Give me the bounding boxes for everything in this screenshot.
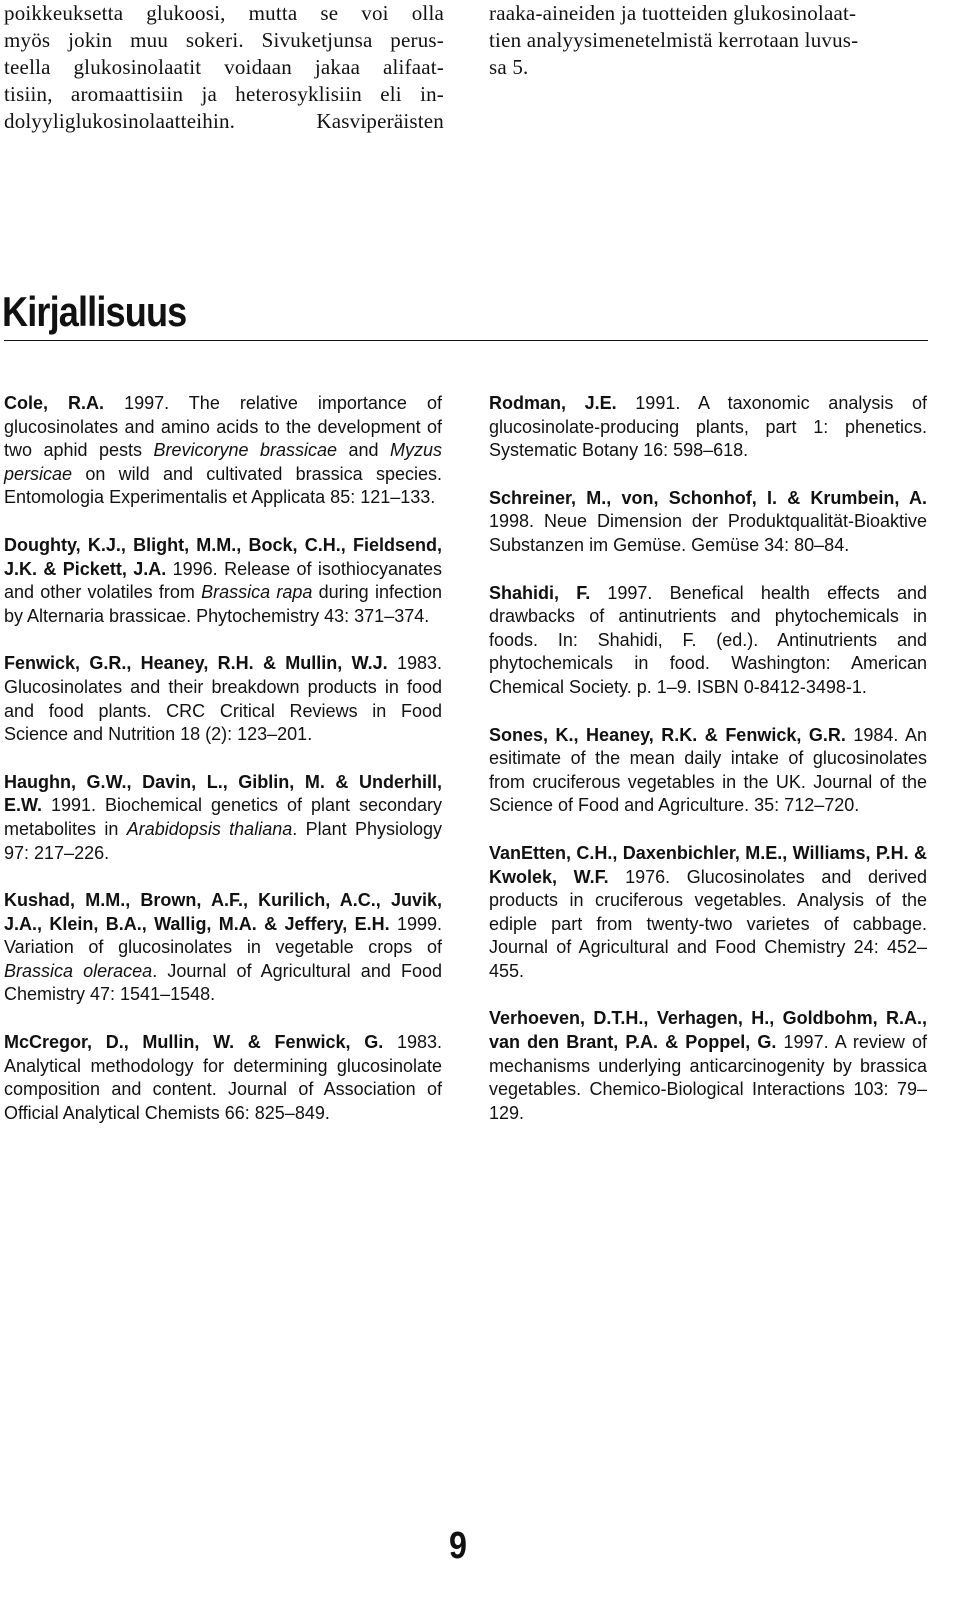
reference-year: 1996. xyxy=(172,558,218,579)
intro-line: teella glukosinolaatit voidaan jakaa alifaat- xyxy=(4,55,444,79)
reference-species-name: Brassica rapa xyxy=(201,582,313,603)
reference-entry xyxy=(489,724,927,818)
reference-text: Neue Dimension der Produktqualität-Bioaktive Substanzen im Gemüse. Gemüse 34: 80–84. xyxy=(489,511,927,555)
section-divider xyxy=(4,340,928,341)
reference-year: 1983. xyxy=(396,1032,442,1053)
reference-year: 1984. xyxy=(853,724,899,745)
reference-text: . Journal of Agricultural and Food Chemistry 47: 1541–1548. xyxy=(4,960,442,1005)
intro-line: raaka-aineiden ja tuotteiden glukosinolaat- xyxy=(489,1,857,25)
reference-text: Biochemical genetics of plant secondary metabolites in xyxy=(4,795,442,839)
reference-year: 1997. xyxy=(783,1032,829,1053)
reference-text: . Plant Physiology 97: 217–226. xyxy=(4,818,443,863)
reference-authors: Sones, K., Heaney, R.K. & Fenwick, G.R. xyxy=(489,724,846,745)
reference-authors: Shahidi, F. xyxy=(489,582,591,603)
intro-line: dolyyliglukosinolaatteihin. Kasviperäisten xyxy=(4,109,444,133)
reference-text: A review of mechanisms underlying anticarcinogenity by brassica vegetables. Chemico-Biological Interactions 103: 79–129. xyxy=(489,1032,927,1123)
reference-authors: Doughty, K.J., Blight, M.M., Bock, C.H., Fieldsend, J.K. & Pickett, J.A. xyxy=(4,534,442,579)
reference-year: 1991. xyxy=(50,795,97,816)
section-heading: Kirjallisuus xyxy=(2,288,187,335)
reference-text: The relative importance of glucosinolates and amino acids to the development of two aphid pests xyxy=(4,393,442,461)
reference-authors: Verhoeven, D.T.H., Verhagen, H., Goldbohm, R.A., van den Brant, P.A. & Poppel, G. xyxy=(489,1008,927,1053)
intro-text-left xyxy=(4,0,444,135)
reference-entry xyxy=(4,392,442,510)
reference-entry xyxy=(489,842,927,984)
intro-line: sa 5. xyxy=(489,55,529,79)
reference-authors: Kushad, M.M., Brown, A.F., Kurilich, A.C., Juvik, J.A., Klein, B.A., Wallig, M.A. & Jeffery, E.H. xyxy=(4,890,442,934)
reference-text: Variation of glucosinolates in vegetable crops of xyxy=(4,937,442,958)
reference-entry xyxy=(489,392,927,463)
reference-text: Benefical health effects and drawbacks of antinutrients and phytochemicals in foods. In: Shahidi, F. (ed.). Antinutrients and phytochemicals in food. Washington: American Chemical Society. p. 1–9. ISBN 0-8412-3498-1. xyxy=(489,582,927,697)
reference-entry xyxy=(489,487,927,558)
reference-year: 1997. xyxy=(124,393,170,413)
reference-text: on wild and cultivated brassica species. Entomologia Experimentalis et Applicata 85: 121–133. xyxy=(4,463,442,508)
reference-text: An esitimate of the mean daily intake of glucosinolates from cruciferous vegetables in the UK. Journal of the Science of Food and Agriculture. 35: 712–720. xyxy=(489,724,927,816)
reference-year: 1983. xyxy=(396,653,442,674)
reference-species-name: Myzus persicae xyxy=(4,440,442,484)
reference-entry xyxy=(4,534,442,628)
reference-entry xyxy=(4,1031,442,1125)
reference-entry xyxy=(4,771,442,865)
reference-text: during infection by Alternaria brassicae. Phytochemistry 43: 371–374. xyxy=(4,582,442,626)
reference-year: 1998. xyxy=(489,511,535,532)
reference-authors: Haughn, G.W., Davin, L., Giblin, M. & Underhill, E.W. xyxy=(4,771,442,816)
reference-species-name: Arabidopsis thaliana xyxy=(126,818,293,839)
reference-authors: VanEtten, C.H., Daxenbichler, M.E., Williams, P.H. & Kwolek, W.F. xyxy=(489,842,927,887)
reference-authors: Cole, R.A. xyxy=(4,393,105,413)
reference-year: 1997. xyxy=(607,582,653,603)
intro-line: poikkeuksetta glukoosi, mutta se voi olla xyxy=(4,1,444,25)
intro-text-right xyxy=(489,0,929,81)
page-number: 9 xyxy=(449,1525,467,1567)
references-left-column xyxy=(4,392,442,1149)
intro-line: tisiin, aromaattisiin ja heterosyklisiin eli in- xyxy=(4,82,444,106)
reference-entry xyxy=(489,1007,927,1125)
reference-text: Analytical methodology for determining glucosinolate composition and content. Journal of Association of Official Analytical Chemists 66: 825–849. xyxy=(4,1055,442,1123)
reference-species-name: Brevicoryne brassicae xyxy=(153,440,338,461)
reference-year: 1991. xyxy=(635,393,681,413)
reference-authors: Fenwick, G.R., Heaney, R.H. & Mullin, W.J. xyxy=(4,653,388,674)
reference-authors: McCregor, D., Mullin, W. & Fenwick, G. xyxy=(4,1032,384,1053)
reference-year: 1976. xyxy=(625,866,671,887)
references-right-column xyxy=(489,392,927,1149)
reference-text: Glucosinolates and their breakdown products in food and food plants. CRC Critical Reviews in Food Science and Nutrition 18 (2): 123–201. xyxy=(4,676,442,745)
reference-authors: Rodman, J.E. xyxy=(489,393,617,413)
reference-text: and xyxy=(337,440,390,461)
intro-line: tien analyysimenetelmistä kerrotaan luvus- xyxy=(489,28,859,52)
reference-text: Glucosinolates and derived products in cruciferous vegetables. Analysis of the ediple part from twenty-two varietes of cabbage. Journal of Agricultural and Food Chemistry 24: 452–455. xyxy=(489,866,927,981)
reference-text: A taxonomic analysis of glucosinolate-producing plants, part 1: phenetics. Systematic Botany 16: 598–618. xyxy=(489,393,927,461)
reference-entry xyxy=(4,652,442,746)
reference-text: Release of isothiocyanates and other volatiles from xyxy=(4,558,442,603)
reference-entry xyxy=(4,889,442,1007)
intro-line: myös jokin muu sokeri. Sivuketjunsa perus- xyxy=(4,28,444,52)
reference-authors: Schreiner, M., von, Schonhof, I. & Krumbein, A. xyxy=(489,487,927,508)
reference-species-name: Brassica oleracea xyxy=(4,960,153,981)
reference-year: 1999. xyxy=(396,913,442,934)
reference-entry xyxy=(489,582,927,700)
